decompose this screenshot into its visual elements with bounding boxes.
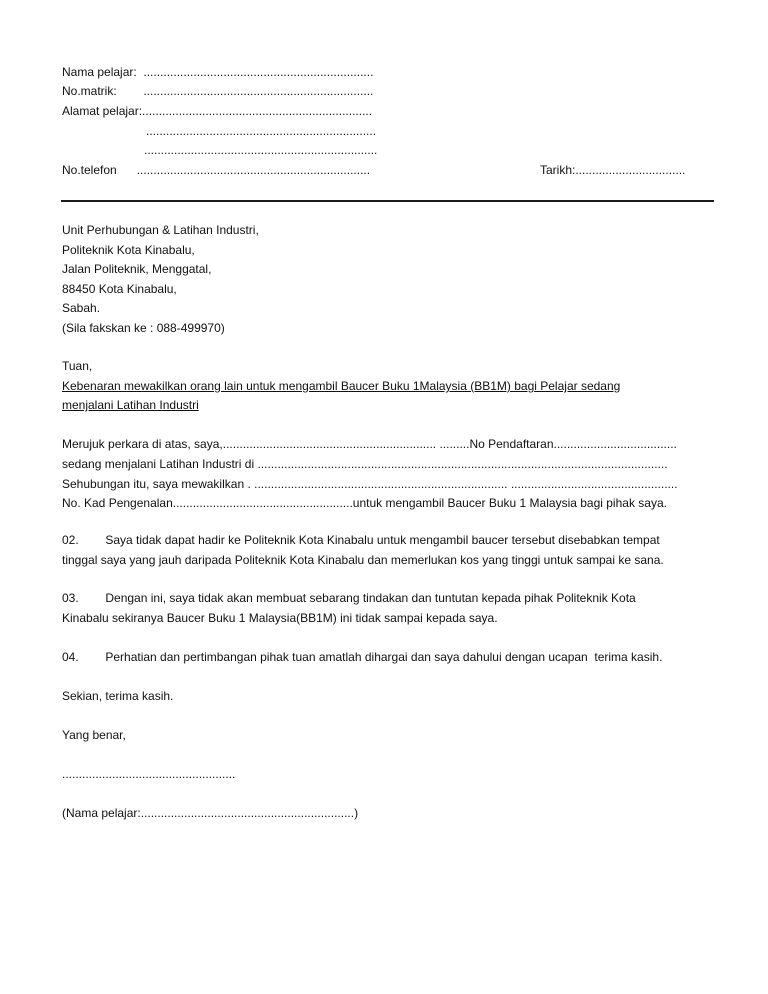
recipient-line-2: Politeknik Kota Kinabalu,	[62, 243, 195, 257]
intro-line-4: No. Kad Pengenalan......................................................untuk mengambil Baucer Buku 1 Malaysia bagi pihak saya.	[62, 496, 667, 510]
recipient-fax: (Sila fakskan ke : 088-499970)	[62, 321, 225, 335]
subject-line-1: Kebenaran mewakilkan orang lain untuk mengambil Baucer Buku 1Malaysia (BB1M) bagi Pelajar sedang	[62, 379, 621, 393]
field-tarikh: Tarikh:.................................	[540, 163, 686, 177]
para-03-line-2: Kinabalu sekiranya Baucer Buku 1 Malaysia(BB1M) ini tidak sampai kepada saya.	[62, 611, 498, 625]
recipient-line-3: Jalan Politeknik, Menggatal,	[62, 262, 212, 276]
closing-sekian: Sekian, terima kasih.	[62, 689, 174, 703]
closing-yang-benar: Yang benar,	[62, 728, 126, 742]
intro-line-2: sedang menjalani Latihan Industri di ...........................................................................................................................	[62, 457, 668, 471]
closing-nama-pelajar: (Nama pelajar:................................................................)	[62, 806, 359, 820]
signature-line: ....................................................	[62, 767, 236, 781]
recipient-line-1: Unit Perhubungan & Latihan Industri,	[62, 223, 259, 237]
header-divider	[61, 200, 714, 202]
intro-line-1: Merujuk perkara di atas, saya,................................................................ .........No Pendaftaran.....................................	[62, 437, 677, 451]
para-04-line-1: 04. Perhatian dan pertimbangan pihak tuan amatlah dihargai dan saya dahului dengan ucapan terima kasih.	[62, 650, 663, 664]
field-alamat-line-3: ......................................................................	[144, 143, 378, 157]
para-02-line-2: tinggal saya yang jauh daripada Politeknik Kota Kinabalu dan memerlukan kos yang tinggi untuk sampai ke sana.	[62, 553, 664, 567]
recipient-line-5: Sabah.	[62, 301, 101, 315]
field-alamat-pelajar: Alamat pelajar:.....................................................................	[62, 104, 373, 118]
recipient-line-4: 88450 Kota Kinabalu,	[62, 282, 177, 296]
field-no-telefon: No.telefon ......................................................................	[62, 163, 371, 177]
para-03-line-1: 03. Dengan ini, saya tidak akan membuat sebarang tindakan dan tuntutan kepada pihak Politeknik Kota	[62, 591, 636, 605]
intro-line-3: Sehubungan itu, saya mewakilkan . ............................................................................ ..................................................	[62, 477, 678, 491]
subject-line-2: menjalani Latihan Industri	[62, 398, 199, 412]
field-no-matrik: No.matrik: .....................................................................	[62, 84, 374, 98]
para-02-line-1: 02. Saya tidak dapat hadir ke Politeknik Kota Kinabalu untuk mengambil baucer tersebut disebabkan tempat	[62, 533, 660, 547]
field-nama-pelajar: Nama pelajar: .....................................................................	[62, 65, 374, 79]
salutation: Tuan,	[62, 359, 93, 373]
field-alamat-line-2: .....................................................................	[146, 124, 377, 138]
